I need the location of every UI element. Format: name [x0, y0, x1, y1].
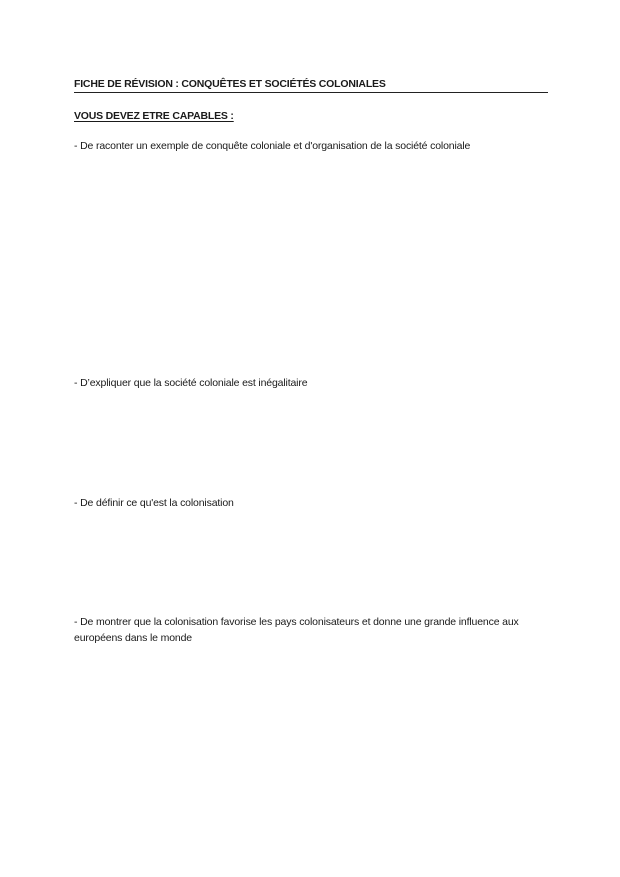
objectives-heading: VOUS DEVEZ ETRE CAPABLES :: [74, 110, 234, 122]
objective-item-definition: - De définir ce qu'est la colonisation: [74, 497, 234, 509]
objective-item-conquest-example: - De raconter un exemple de conquête coloniale et d'organisation de la société coloniale: [74, 140, 471, 152]
document-title: FICHE DE RÉVISION : CONQUÊTES ET SOCIÉTÉS COLONIALES: [74, 77, 548, 93]
objective-item-inequality: - D’expliquer que la société coloniale est inégalitaire: [74, 377, 308, 389]
objective-item-colonizer-advantages: - De montrer que la colonisation favorise les pays colonisateurs et donne une grande influence aux européens dans le monde: [74, 616, 519, 644]
